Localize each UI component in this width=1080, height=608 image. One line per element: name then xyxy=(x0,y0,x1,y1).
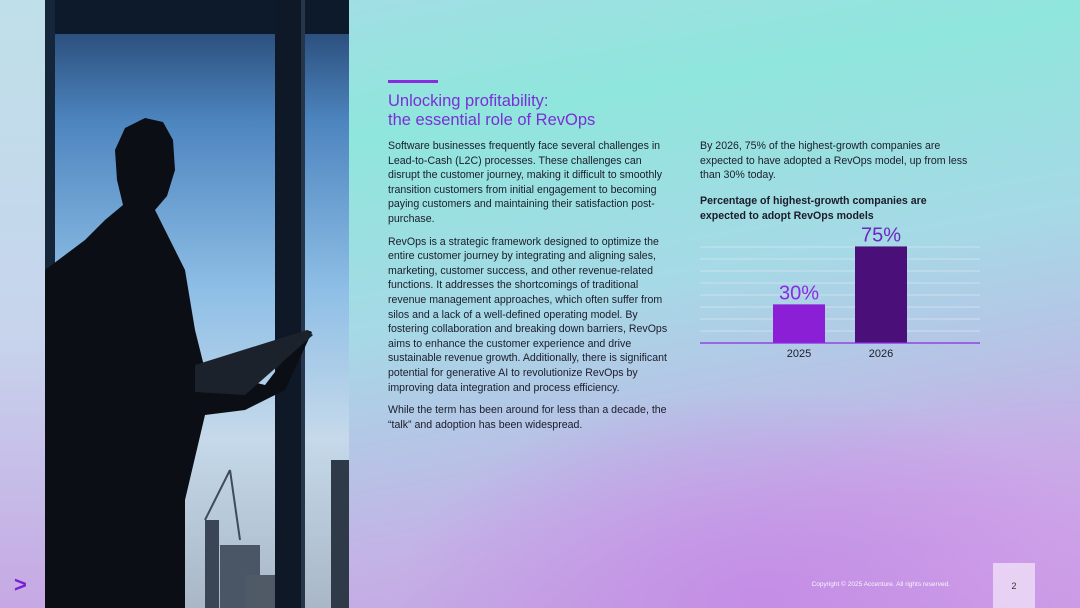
page-number-box xyxy=(993,563,1035,608)
businessman-silhouette-image xyxy=(45,0,349,608)
x-tick-label-2026: 2026 xyxy=(868,348,894,360)
body-paragraph-1: Software businesses frequently face several challenges in Lead-to-Cash (L2C) processes. These challenges can disrupt the customer journey, making it difficult to smoothly transition customers from initial engagement to becoming paying customers and maintaining their satisfaction post-purchase. xyxy=(388,140,662,225)
stat-intro xyxy=(700,139,970,183)
page-title xyxy=(388,92,688,130)
stat-intro-text: By 2026, 75% of the highest-growth companies are expected to have adopted a RevOps model, up from less than 30% today. xyxy=(700,140,968,182)
x-tick-label-2025: 2025 xyxy=(786,348,812,360)
hero-photo xyxy=(45,0,349,608)
bar-value-label-2025: 30% xyxy=(778,282,820,305)
page-title-line-1: Unlocking profitability: xyxy=(388,92,549,110)
body-text-column xyxy=(388,139,673,440)
left-margin-strip xyxy=(0,0,45,608)
page-number: 2 xyxy=(1011,581,1017,591)
heading-accent-line xyxy=(388,80,438,83)
body-paragraph-2: RevOps is a strategic framework designed to optimize the entire customer journey by integrating and aligning sales, marketing, customer success, and other revenue-related functions. It addresses the shortcomings of traditional revenue management approaches, which often suffer from silos and a lack of a well-defined operating model. By fostering collaboration and breaking down barriers, RevOps aims to enhance the customer experience and drive sustainable revenue growth. Additionally, there is significant potential for generative AI to revolutionize RevOps by improving data integration and process efficiency. xyxy=(388,235,668,394)
bar-2025 xyxy=(773,304,825,343)
bar-value-label-2026: 75% xyxy=(860,225,902,247)
revops-adoption-bar-chart xyxy=(690,225,990,365)
chart-title: Percentage of highest-growth companies are expected to adopt RevOps models xyxy=(700,195,927,222)
accenture-logo: > xyxy=(14,572,27,597)
bar-2026 xyxy=(855,246,907,343)
copyright-footer: Copyright © 2025 Accenture. All rights reserved. xyxy=(811,581,950,588)
body-paragraph-3: While the term has been around for less than a decade, the “talk” and adoption has been widespread. xyxy=(388,404,667,431)
page-title-line-2: the essential role of RevOps xyxy=(388,111,596,129)
